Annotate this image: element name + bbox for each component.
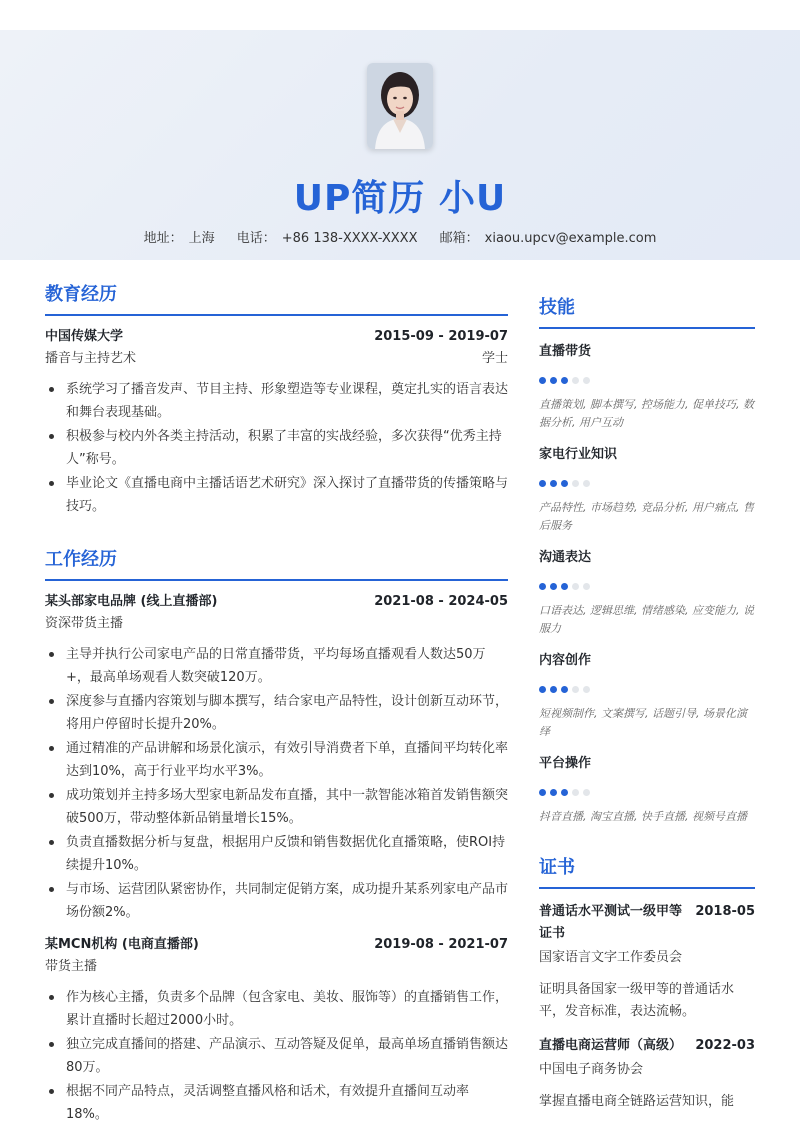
skill-name: 内容创作 bbox=[539, 653, 592, 668]
skill-dot-empty bbox=[572, 686, 579, 693]
work-title: 工作经历 bbox=[45, 545, 508, 581]
skill-dot-filled bbox=[561, 583, 568, 590]
job-role: 资深带货主播 bbox=[45, 616, 124, 631]
skill-dot-filled bbox=[539, 686, 546, 693]
skill-dot-empty bbox=[572, 583, 579, 590]
top-margin bbox=[0, 0, 800, 30]
skill-name: 平台操作 bbox=[539, 756, 592, 771]
cert-item bbox=[539, 901, 755, 1023]
job-entry bbox=[45, 934, 508, 1126]
degree: 学士 bbox=[481, 351, 508, 366]
skill-tags: 口语表达, 逻辑思维, 情绪感染, 应变能力, 说服力 bbox=[539, 604, 754, 635]
skill-level bbox=[539, 480, 755, 488]
skill-dot-filled bbox=[550, 583, 557, 590]
list-item: 系统学习了播音发声、节目主持、形象塑造等专业课程，奠定扎实的语言表达和舞台表现基础。 bbox=[45, 378, 508, 424]
cert-date: 2018-05 bbox=[695, 904, 755, 919]
candidate-name: UP简历 小U bbox=[293, 178, 507, 219]
cert-name: 普通话水平测试一级甲等证书 bbox=[539, 904, 683, 941]
skill-dot-filled bbox=[550, 377, 557, 384]
skill-dot-empty bbox=[572, 377, 579, 384]
skill-dot-filled bbox=[561, 480, 568, 487]
resume-body bbox=[0, 260, 800, 1130]
skill-dot-empty bbox=[583, 377, 590, 384]
skill-item bbox=[539, 444, 755, 535]
list-item: 成功策划并主持多场大型家电新品发布直播，其中一款智能冰箱首发销售额突破500万，带动整体新品销量增长15%。 bbox=[45, 784, 508, 830]
skill-dot-empty bbox=[583, 583, 590, 590]
skill-name: 沟通表达 bbox=[539, 550, 592, 565]
email-label: 邮箱： bbox=[439, 231, 479, 246]
address-value: 上海 bbox=[188, 231, 215, 246]
right-column bbox=[539, 293, 755, 1113]
skill-level bbox=[539, 686, 755, 694]
address-item bbox=[144, 231, 215, 246]
certs-title: 证书 bbox=[539, 853, 755, 889]
skill-level bbox=[539, 583, 755, 591]
skill-dot-empty bbox=[583, 686, 590, 693]
list-item: 与市场、运营团队紧密协作，共同制定促销方案，成功提升某系列家电产品市场份额2%。 bbox=[45, 878, 508, 924]
job-date: 2019-08 - 2021-07 bbox=[374, 937, 508, 952]
phone-item bbox=[237, 231, 418, 246]
job-date: 2021-08 - 2024-05 bbox=[374, 594, 508, 609]
skill-dot-empty bbox=[572, 480, 579, 487]
job-head bbox=[45, 591, 508, 613]
cert-org: 中国电子商务协会 bbox=[539, 1062, 644, 1077]
skill-dot-filled bbox=[550, 480, 557, 487]
cert-org: 国家语言文字工作委员会 bbox=[539, 950, 683, 965]
skill-dot-filled bbox=[539, 789, 546, 796]
skill-tags: 短视频制作, 文案撰写, 话题引导, 场景化演绎 bbox=[539, 707, 747, 738]
cert-desc: 证明具备国家一级甲等的普通话水平，发音标准，表达流畅。 bbox=[539, 982, 735, 1019]
skill-item bbox=[539, 650, 755, 741]
address-label: 地址： bbox=[143, 231, 183, 246]
education-sub bbox=[45, 348, 508, 370]
skill-dot-empty bbox=[572, 789, 579, 796]
skill-dot-filled bbox=[539, 480, 546, 487]
contact-info bbox=[0, 227, 800, 246]
phone-label: 电话： bbox=[236, 231, 276, 246]
list-item: 毕业论文《直播电商中主播话语艺术研究》深入探讨了直播带货的传播策略与技巧。 bbox=[45, 472, 508, 518]
resume-header bbox=[0, 30, 800, 260]
email-value[interactable]: xiaou.upcv@example.com bbox=[484, 231, 657, 246]
skills-title: 技能 bbox=[539, 293, 755, 329]
skills-list bbox=[539, 341, 755, 826]
skill-dot-empty bbox=[583, 480, 590, 487]
company-name: 某头部家电品牌 (线上直播部) bbox=[45, 594, 218, 609]
school-name: 中国传媒大学 bbox=[45, 329, 124, 344]
skill-name: 家电行业知识 bbox=[539, 447, 618, 462]
skill-tags: 直播策划, 脚本撰写, 控场能力, 促单技巧, 数据分析, 用户互动 bbox=[539, 398, 754, 429]
major-name: 播音与主持艺术 bbox=[45, 351, 137, 366]
list-item: 根据不同产品特点，灵活调整直播风格和话术，有效提升直播间互动率18%。 bbox=[45, 1080, 508, 1126]
skill-dot-filled bbox=[561, 789, 568, 796]
cert-desc: 掌握直播电商全链路运营知识，能 bbox=[539, 1094, 735, 1109]
skill-level bbox=[539, 789, 755, 797]
list-item: 独立完成直播间的搭建、产品演示、互动答疑及促单，最高单场直播销售额达80万。 bbox=[45, 1033, 508, 1079]
cert-date: 2022-03 bbox=[695, 1038, 755, 1053]
list-item: 深度参与直播内容策划与脚本撰写，结合家电产品特性，设计创新互动环节，将用户停留时长提升20%。 bbox=[45, 690, 508, 736]
skill-dot-filled bbox=[539, 377, 546, 384]
profile-photo bbox=[367, 63, 433, 149]
job-bullets bbox=[45, 986, 508, 1126]
job-sub bbox=[45, 956, 508, 978]
job-entry bbox=[45, 591, 508, 924]
skill-dot-filled bbox=[561, 686, 568, 693]
education-bullets bbox=[45, 378, 508, 518]
job-role: 带货主播 bbox=[45, 959, 98, 974]
cert-head bbox=[539, 901, 755, 945]
skill-dot-filled bbox=[550, 789, 557, 796]
education-date: 2015-09 - 2019-07 bbox=[374, 329, 508, 344]
company-name: 某MCN机构 (电商直播部) bbox=[45, 937, 199, 952]
skill-item bbox=[539, 547, 755, 638]
skill-dot-filled bbox=[550, 686, 557, 693]
job-head bbox=[45, 934, 508, 956]
job-sub bbox=[45, 613, 508, 635]
list-item: 主导并执行公司家电产品的日常直播带货，平均每场直播观看人数达50万+，最高单场观看人数突破120万。 bbox=[45, 643, 508, 689]
cert-head bbox=[539, 1035, 755, 1057]
cert-item bbox=[539, 1035, 755, 1113]
skill-level bbox=[539, 377, 755, 385]
education-entry bbox=[45, 326, 508, 518]
skill-dot-filled bbox=[561, 377, 568, 384]
email-item bbox=[440, 231, 657, 246]
education-head bbox=[45, 326, 508, 348]
cert-name: 直播电商运营师（高级） bbox=[539, 1038, 683, 1053]
job-bullets bbox=[45, 643, 508, 924]
list-item: 作为核心主播，负责多个品牌（包含家电、美妆、服饰等）的直播销售工作，累计直播时长超过2000小时。 bbox=[45, 986, 508, 1032]
skill-dot-filled bbox=[539, 583, 546, 590]
list-item: 负责直播数据分析与复盘，根据用户反馈和销售数据优化直播策略，使ROI持续提升10%。 bbox=[45, 831, 508, 877]
education-title: 教育经历 bbox=[45, 280, 508, 316]
left-column bbox=[45, 280, 508, 1127]
skill-dot-empty bbox=[583, 789, 590, 796]
skill-tags: 产品特性, 市场趋势, 竞品分析, 用户痛点, 售后服务 bbox=[539, 501, 754, 532]
skill-tags: 抖音直播, 淘宝直播, 快手直播, 视频号直播 bbox=[539, 810, 747, 823]
skill-item bbox=[539, 341, 755, 432]
skill-item bbox=[539, 753, 755, 826]
list-item: 积极参与校内外各类主持活动，积累了丰富的实战经验，多次获得“优秀主持人”称号。 bbox=[45, 425, 508, 471]
skill-name: 直播带货 bbox=[539, 344, 592, 359]
phone-value: +86 138-XXXX-XXXX bbox=[281, 231, 418, 246]
list-item: 通过精准的产品讲解和场景化演示，有效引导消费者下单，直播间平均转化率达到10%，高于行业平均水平3%。 bbox=[45, 737, 508, 783]
